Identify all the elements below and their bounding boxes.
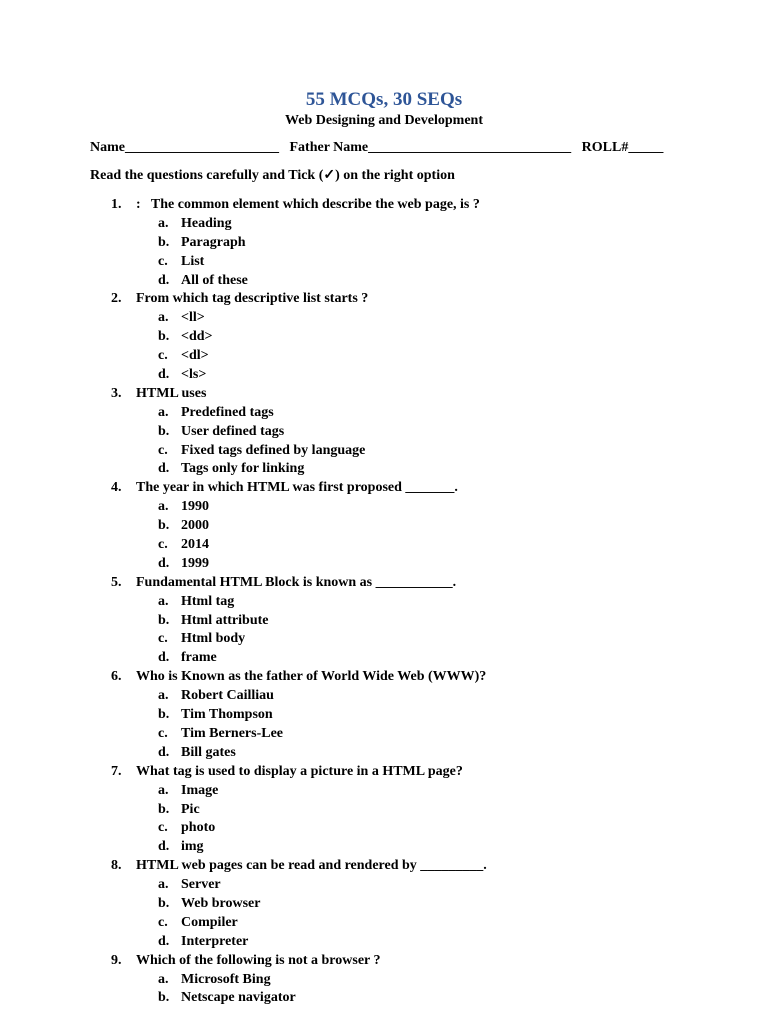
question-text: Who is Known as the father of World Wide Web (WWW)?: [136, 669, 487, 685]
option-item[interactable]: [0, 215, 768, 234]
option-letter: a.: [158, 782, 169, 798]
option-text: Server: [181, 877, 221, 893]
option-letter: d.: [158, 839, 170, 855]
option-text: Predefined tags: [181, 404, 274, 420]
option-text: Tags only for linking: [181, 461, 305, 477]
option-item[interactable]: [0, 347, 768, 366]
question-7: [0, 763, 768, 782]
option-item[interactable]: [0, 630, 768, 649]
option-letter: a.: [158, 971, 169, 987]
question-5: [0, 574, 768, 593]
option-item[interactable]: [0, 782, 768, 801]
question-number: 3.: [111, 385, 122, 401]
option-text: Html body: [181, 631, 246, 647]
option-item[interactable]: [0, 442, 768, 461]
option-letter: b.: [158, 329, 170, 345]
option-letter: d.: [158, 650, 170, 666]
option-item[interactable]: [0, 971, 768, 990]
option-letter: a.: [158, 877, 169, 893]
option-text: All of these: [181, 272, 248, 288]
question-1: [0, 196, 768, 215]
option-letter: c.: [158, 725, 168, 741]
option-letter: b.: [158, 707, 170, 723]
question-text: What tag is used to display a picture in a HTML page?: [136, 763, 463, 779]
option-text: Bill gates: [181, 744, 236, 760]
question-text: HTML web pages can be read and rendered by _________.: [136, 858, 487, 874]
question-number: 4.: [111, 480, 122, 496]
option-letter: a.: [158, 499, 169, 515]
option-text: <ls>: [181, 367, 207, 383]
option-item[interactable]: [0, 838, 768, 857]
option-letter: a.: [158, 688, 169, 704]
option-letter: a.: [158, 593, 169, 609]
option-letter: c.: [158, 253, 168, 269]
option-text: 2000: [181, 518, 209, 534]
option-letter: c.: [158, 914, 168, 930]
question-3: [0, 385, 768, 404]
option-text: Interpreter: [181, 933, 249, 949]
option-text: Fixed tags defined by language: [181, 442, 366, 458]
option-letter: a.: [158, 404, 169, 420]
option-letter: b.: [158, 895, 170, 911]
option-item[interactable]: [0, 404, 768, 423]
option-text: 1990: [181, 499, 209, 515]
option-item[interactable]: [0, 989, 768, 1008]
question-number: 8.: [111, 858, 122, 874]
option-item[interactable]: [0, 498, 768, 517]
instructions: Read the questions carefully and Tick (✓) on the right option: [90, 168, 455, 183]
question-list: [0, 196, 768, 1008]
option-text: frame: [181, 650, 217, 666]
option-text: photo: [181, 820, 216, 836]
option-item[interactable]: [0, 933, 768, 952]
question-text: The year in which HTML was first proposed _______.: [136, 480, 458, 496]
question-number: 7.: [111, 763, 122, 779]
option-letter: d.: [158, 555, 170, 571]
option-item[interactable]: [0, 649, 768, 668]
question-6: [0, 668, 768, 687]
option-text: List: [181, 253, 205, 269]
question-4: [0, 479, 768, 498]
question-text: HTML uses: [136, 385, 207, 401]
option-text: Compiler: [181, 914, 238, 930]
option-item[interactable]: [0, 253, 768, 272]
option-item[interactable]: [0, 612, 768, 631]
question-text: Which of the following is not a browser ?: [136, 952, 381, 968]
option-letter: c.: [158, 442, 168, 458]
option-text: <ll>: [181, 310, 205, 326]
question-text: Fundamental HTML Block is known as ___________.: [136, 574, 457, 590]
option-item[interactable]: [0, 725, 768, 744]
option-item[interactable]: [0, 234, 768, 253]
option-text: Heading: [181, 215, 232, 231]
option-item[interactable]: [0, 517, 768, 536]
option-letter: d.: [158, 461, 170, 477]
option-item[interactable]: [0, 895, 768, 914]
option-text: img: [181, 839, 204, 855]
option-item[interactable]: [0, 309, 768, 328]
option-text: Html attribute: [181, 612, 269, 628]
option-letter: b.: [158, 612, 170, 628]
option-text: Html tag: [181, 593, 235, 609]
question-number: 9.: [111, 952, 122, 968]
option-text: Netscape navigator: [181, 990, 296, 1006]
question-number: 6.: [111, 669, 122, 685]
option-letter: a.: [158, 310, 169, 326]
option-text: Image: [181, 782, 219, 798]
question-2: [0, 290, 768, 309]
document-title: 55 MCQs, 30 SEQs: [305, 89, 463, 110]
option-item[interactable]: [0, 328, 768, 347]
option-letter: b.: [158, 518, 170, 534]
option-item[interactable]: [0, 706, 768, 725]
option-item[interactable]: [0, 272, 768, 291]
option-letter: c.: [158, 537, 168, 553]
option-text: <dd>: [181, 329, 213, 345]
option-letter: d.: [158, 272, 170, 288]
option-letter: b.: [158, 234, 170, 250]
option-letter: a.: [158, 215, 169, 231]
option-text: 2014: [181, 537, 209, 553]
question-number: 5.: [111, 574, 122, 590]
option-text: <dl>: [181, 348, 209, 364]
option-letter: b.: [158, 801, 170, 817]
option-text: Tim Berners-Lee: [181, 725, 283, 741]
option-text: User defined tags: [181, 423, 285, 439]
option-item[interactable]: [0, 876, 768, 895]
question-number: 2.: [111, 291, 122, 307]
option-item[interactable]: [0, 819, 768, 838]
option-item[interactable]: [0, 555, 768, 574]
option-text: Paragraph: [181, 234, 246, 250]
student-info-fields: Name______________________ Father Name_____________________________ ROLL#_____: [90, 140, 664, 155]
question-text: : The common element which describe the web page, is ?: [136, 197, 480, 212]
option-letter: c.: [158, 631, 168, 647]
option-item[interactable]: [0, 536, 768, 555]
option-item[interactable]: [0, 914, 768, 933]
option-text: Tim Thompson: [181, 707, 273, 723]
option-item[interactable]: [0, 593, 768, 612]
option-text: Robert Cailliau: [181, 688, 274, 704]
question-9: [0, 952, 768, 971]
option-letter: b.: [158, 990, 170, 1006]
option-item[interactable]: [0, 687, 768, 706]
option-item[interactable]: [0, 744, 768, 763]
option-letter: d.: [158, 933, 170, 949]
option-letter: b.: [158, 423, 170, 439]
option-text: 1999: [181, 555, 209, 571]
question-8: [0, 857, 768, 876]
option-text: Pic: [181, 801, 200, 817]
document-subtitle: Web Designing and Development: [285, 113, 483, 128]
question-number: 1.: [111, 197, 122, 212]
option-text: Web browser: [181, 895, 261, 911]
option-item[interactable]: [0, 460, 768, 479]
option-text: Microsoft Bing: [181, 971, 271, 987]
option-letter: c.: [158, 820, 168, 836]
option-letter: c.: [158, 348, 168, 364]
option-letter: d.: [158, 367, 170, 383]
option-item[interactable]: [0, 366, 768, 385]
option-letter: d.: [158, 744, 170, 760]
option-item[interactable]: [0, 423, 768, 442]
option-item[interactable]: [0, 801, 768, 820]
question-text: From which tag descriptive list starts ?: [136, 291, 369, 307]
